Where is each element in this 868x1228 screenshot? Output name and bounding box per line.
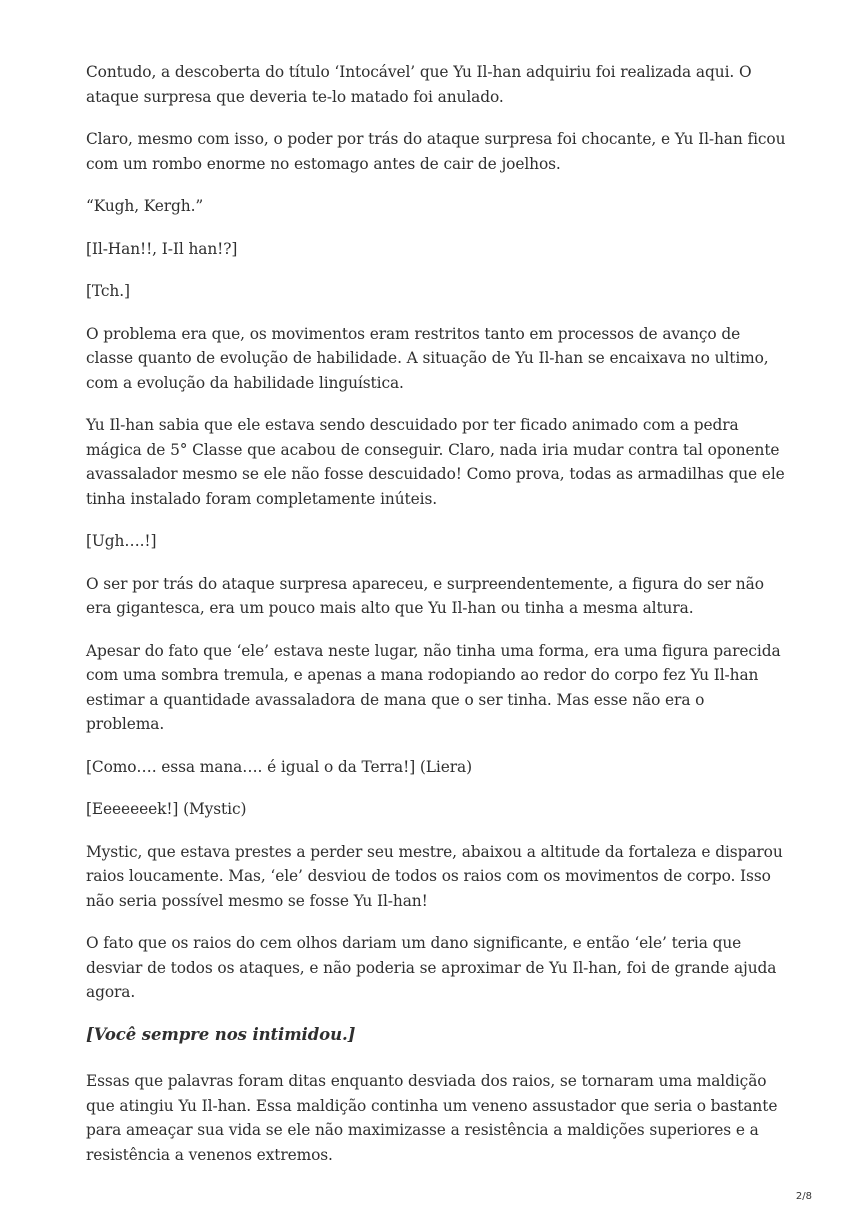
dialogue-line: [Tch.] — [86, 282, 130, 300]
dialogue-line: [Eeeeeeek!] (Mystic) — [86, 800, 247, 818]
paragraph: O problema era que, os movimentos eram restritos tanto em processos de avanço de classe quanto de evolução de habilidade. A situação de Yu Il-han se encaixava no ultimo, com a evolução da habilidade linguística. — [86, 324, 769, 392]
paragraph: Essas que palavras foram ditas enquanto desviada dos raios, se tornaram uma maldição que atingiu Yu Il-han. Essa maldição continha um veneno assustador que seria o bastante para ameaçar sua vida se ele não maximizasse a resistência a maldições superiores e a resistência a venenos extremos. — [86, 1072, 778, 1164]
paragraph: Mystic, que estava prestes a perder seu mestre, abaixou a altitude da fortaleza e disparou raios loucamente. Mas, ‘ele’ desviou de todos os raios com os movimentos de corpo. Isso não seria possível mesmo se fosse Yu Il-han! — [86, 842, 783, 910]
dialogue-line: [Como…. essa mana…. é igual o da Terra!] (Liera) — [86, 757, 472, 776]
emphasized-dialogue-line: [Você sempre nos intimidou.] — [86, 1024, 356, 1044]
page-number: 2/8 — [795, 1191, 812, 1202]
dialogue-line: [Ugh….!] — [86, 532, 157, 550]
paragraph: Contudo, a descoberta do título ‘Intocável’ que Yu Il-han adquiriu foi realizada aqui. O ataque surpresa que deveria te-lo matado foi anulado. — [86, 63, 752, 106]
document-page — [86, 60, 786, 1185]
paragraph: Yu Il-han sabia que ele estava sendo descuidado por ter ficado animado com a pedra mágica de 5° Classe que acabou de conseguir. Claro, nada iria mudar contra tal oponente avassalador mesmo se ele não fosse descuidado! Como prova, todas as armadilhas que ele tinha instalado foram completamente inúteis. — [86, 416, 785, 508]
paragraph: O ser por trás do ataque surpresa apareceu, e surpreendentemente, a figura do ser não era gigantesca, era um pouco mais alto que Yu Il-han ou tinha a mesma altura. — [86, 574, 764, 617]
paragraph: Apesar do fato que ‘ele’ estava neste lugar, não tinha uma forma, era uma figura parecida com uma sombra tremula, e apenas a mana rodopiando ao redor do corpo fez Yu Il-han estimar a quantidade avassaladora de mana que o ser tinha. Mas esse não era o problema. — [86, 641, 781, 733]
paragraph: Claro, mesmo com isso, o poder por trás do ataque surpresa foi chocante, e Yu Il-han ficou com um rombo enorme no estomago antes de cair de joelhos. — [86, 130, 786, 173]
dialogue-line: [Il-Han!!, I-Il han!?] — [86, 239, 238, 258]
paragraph: O fato que os raios do cem olhos dariam um dano significante, e então ‘ele’ teria que desviar de todos os ataques, e não poderia se aproximar de Yu Il-han, foi de grande ajuda agora. — [86, 934, 777, 1001]
dialogue-line: “Kugh, Kergh.” — [86, 197, 204, 215]
